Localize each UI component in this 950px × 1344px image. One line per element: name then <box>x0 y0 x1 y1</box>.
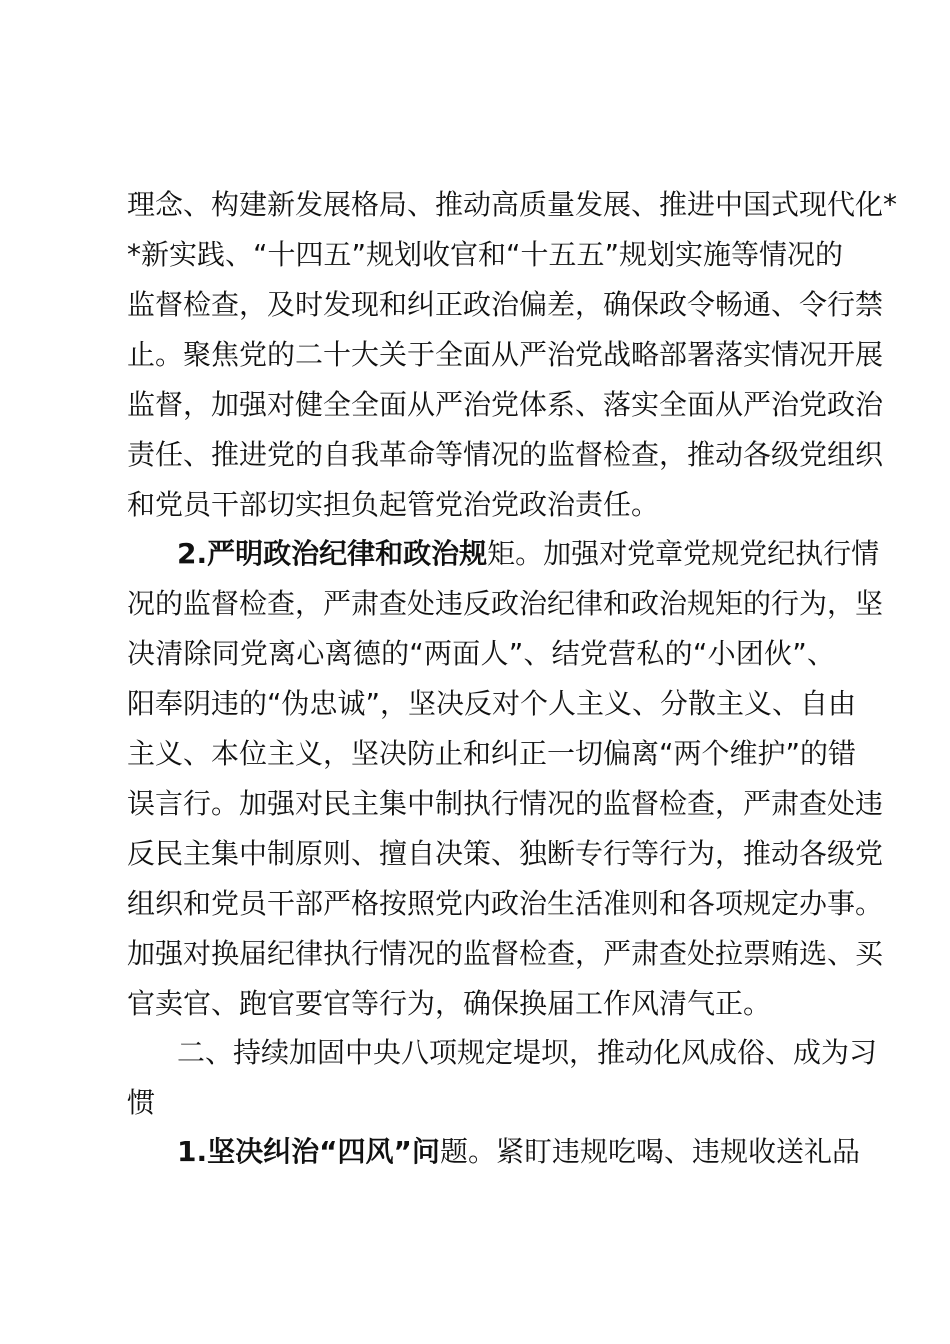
text-line: 理念、构建新发展格局、推动高质量发展、推进中国式现代化* <box>127 188 898 221</box>
text-line: 主义、本位主义，坚决防止和纠正一切偏离“两个维护”的错 <box>127 737 857 770</box>
item-heading: 2.严明政治纪律和政治规 <box>177 537 488 570</box>
item-heading: 1.坚决纠治“四风”问 <box>177 1135 440 1168</box>
text-line <box>127 529 880 579</box>
text-line: 误言行。加强对民主集中制执行情况的监督检查，严肃查处违 <box>127 787 884 820</box>
text-line: 责任、推进党的自我革命等情况的监督检查，推动各级党组织 <box>127 438 884 471</box>
text-line: 决清除同党离心离德的“两面人”、结党营私的“小团伙”、 <box>127 637 835 670</box>
paragraph-continued <box>127 180 898 530</box>
text-span: 题。紧盯违规吃喝、违规收送礼品 <box>439 1135 860 1168</box>
text-line: 组织和党员干部严格按照党内政治生活准则和各项规定办事。 <box>127 887 884 920</box>
section-heading-two <box>127 1028 878 1128</box>
text-line: 况的监督检查，严肃查处违反政治纪律和政治规矩的行为，坚 <box>127 587 884 620</box>
text-span: 矩。加强对党章党规党纪执行情 <box>487 537 880 570</box>
text-line: 监督，加强对健全全面从严治党体系、落实全面从严治党政治 <box>127 388 884 421</box>
text-line: 官卖官、跑官要官等行为，确保换届工作风清气正。 <box>127 987 772 1020</box>
paragraph-political-discipline <box>127 529 884 1029</box>
text-line: 止。聚焦党的二十大关于全面从严治党战略部署落实情况开展 <box>127 338 884 371</box>
text-line: 惯 <box>127 1086 156 1119</box>
text-line: 和党员干部切实担负起管党治党政治责任。 <box>127 488 660 521</box>
paragraph-four-winds <box>127 1127 860 1177</box>
text-line: 监督检查，及时发现和纠正政治偏差，确保政令畅通、令行禁 <box>127 288 884 321</box>
text-line: 阳奉阴违的“伪忠诚”，坚决反对个人主义、分散主义、自由 <box>127 687 857 720</box>
text-line: 反民主集中制原则、擅自决策、独断专行等行为，推动各级党 <box>127 837 884 870</box>
text-line: *新实践、“十四五”规划收官和“十五五”规划实施等情况的 <box>127 238 844 271</box>
text-line <box>127 1127 860 1177</box>
text-line: 二、持续加固中央八项规定堤坝，推动化风成俗、成为习 <box>177 1036 878 1069</box>
text-line: 加强对换届纪律执行情况的监督检查，严肃查处拉票贿选、买 <box>127 937 884 970</box>
